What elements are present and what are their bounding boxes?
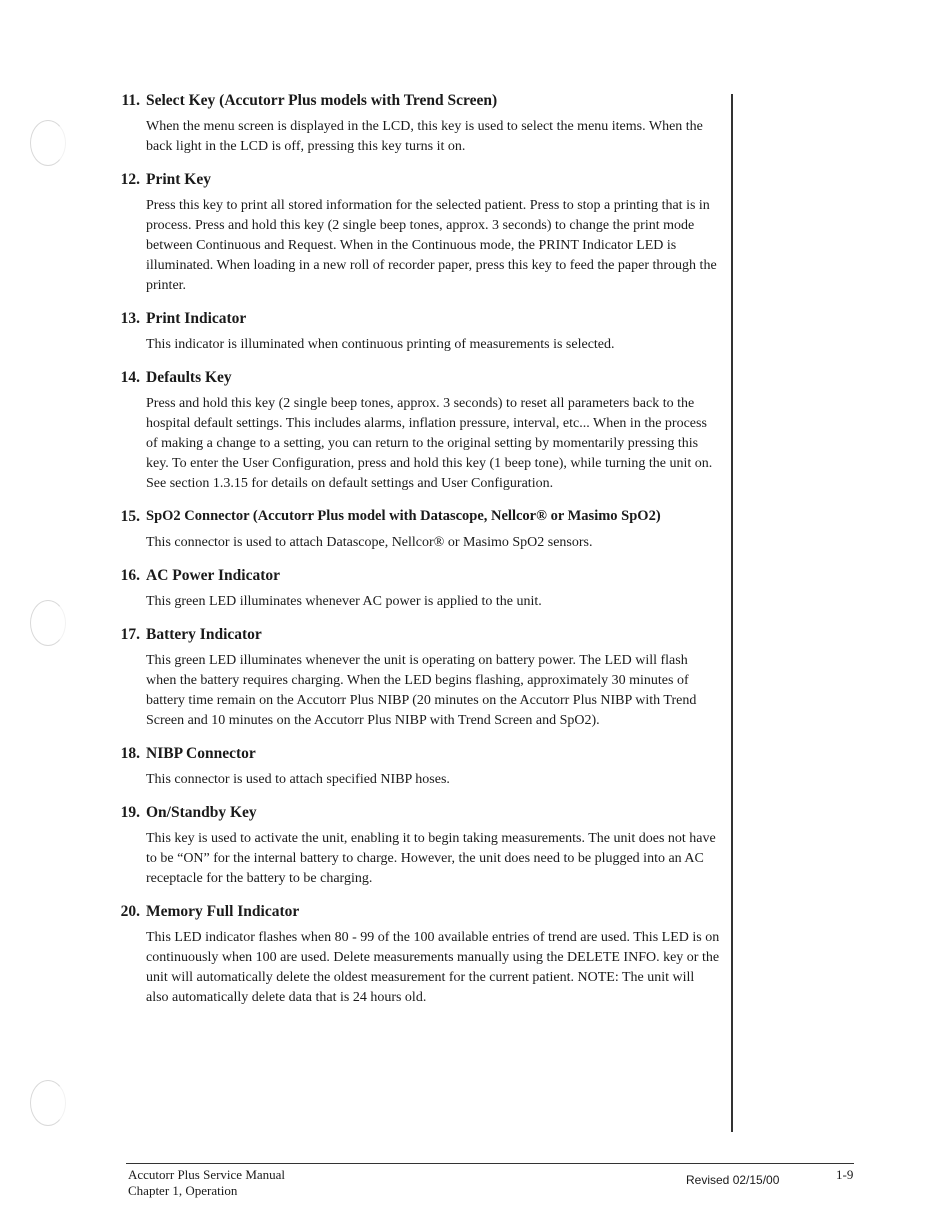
item-description: This indicator is illuminated when continuous printing of measurements is selected. xyxy=(146,337,615,352)
footer-manual-title: Accutorr Plus Service Manual xyxy=(128,1167,286,1182)
item-number: 15. xyxy=(120,508,140,525)
item-description: This green LED illuminates whenever AC power is applied to the unit. xyxy=(146,594,542,609)
item-heading xyxy=(110,804,720,826)
item-number: 17. xyxy=(120,626,140,643)
list-item xyxy=(110,369,720,494)
item-number: 13. xyxy=(120,310,140,327)
footer-manual-info xyxy=(128,1167,285,1199)
item-number: 18. xyxy=(120,745,140,762)
item-heading xyxy=(110,567,720,589)
item-number: 16. xyxy=(120,567,140,584)
item-number: 19. xyxy=(120,804,140,821)
item-title: Memory Full Indicator xyxy=(146,903,300,920)
list-item xyxy=(110,508,720,553)
item-number: 11. xyxy=(121,92,140,109)
item-heading xyxy=(110,745,720,767)
item-title: NIBP Connector xyxy=(146,745,256,762)
item-description: This connector is used to attach Datascope, Nellcor® or Masimo SpO2 sensors. xyxy=(146,535,593,550)
footer-divider xyxy=(126,1163,854,1164)
item-description: This LED indicator flashes when 80 - 99 of the 100 available entries of trend are used. This LED is on continuously when 100 are used. Delete measurements manually using the DELETE INFO. key or the unit will automatically delete the oldest measurement for the current patient. NOTE: The unit will also automatically delete data that is 24 hours old. xyxy=(146,930,720,1005)
list-item xyxy=(110,567,720,612)
list-item xyxy=(110,171,720,296)
punch-hole-bottom xyxy=(30,1080,66,1126)
list-item xyxy=(110,745,720,790)
item-heading xyxy=(110,369,720,391)
item-number: 12. xyxy=(120,171,140,188)
item-title: AC Power Indicator xyxy=(146,567,281,584)
footer-revision-date: Revised 02/15/00 xyxy=(686,1173,780,1187)
item-description: This connector is used to attach specified NIBP hoses. xyxy=(146,772,450,787)
item-heading xyxy=(110,903,720,925)
page-number: 1-9 xyxy=(836,1167,854,1182)
item-description: Press and hold this key (2 single beep tones, approx. 3 seconds) to reset all parameters back to the hospital default settings. This includes alarms, inflation pressure, interval, etc... When in the process of making a change to a setting, you can return to the original setting by momentarily pressing this key. To enter the User Configuration, press and hold this key (1 beep tone), while turning the unit on. See section 1.3.15 for details on default settings and User Configuration. xyxy=(146,396,713,491)
item-description: When the menu screen is displayed in the LCD, this key is used to select the menu items. When the back light in the LCD is off, pressing this key turns it on. xyxy=(146,119,703,154)
item-heading xyxy=(110,508,720,530)
item-title: Print Key xyxy=(146,171,211,188)
item-heading xyxy=(110,171,720,193)
item-description: This green LED illuminates whenever the unit is operating on battery power. The LED will flash when the battery requires charging. When the LED begins flashing, approximately 30 minutes of battery time remain on the Accutorr Plus NIBP (20 minutes on the Accutorr Plus NIBP with Trend Screen and 10 minutes on the Accutorr Plus NIBP with Trend Screen and SpO2). xyxy=(146,653,697,728)
item-title: Battery Indicator xyxy=(146,626,262,643)
item-heading xyxy=(110,310,720,332)
revision-change-bar xyxy=(731,94,733,1132)
item-list xyxy=(110,92,720,1022)
item-description: This key is used to activate the unit, enabling it to begin taking measurements. The unit does not have to be “ON” for the internal battery to charge. However, the unit does need to be plugged into an AC receptacle for the battery to be charging. xyxy=(146,831,716,886)
item-title: SpO2 Connector (Accutorr Plus model with Datascope, Nellcor® or Masimo SpO2) xyxy=(146,508,661,524)
list-item xyxy=(110,903,720,1008)
item-title: On/Standby Key xyxy=(146,804,257,821)
item-title: Defaults Key xyxy=(146,369,232,386)
list-item xyxy=(110,804,720,889)
list-item xyxy=(110,310,720,355)
punch-hole-top xyxy=(30,120,66,166)
item-heading xyxy=(110,626,720,648)
item-number: 20. xyxy=(120,903,140,920)
item-number: 14. xyxy=(120,369,140,386)
item-title: Print Indicator xyxy=(146,310,247,327)
footer-chapter: Chapter 1, Operation xyxy=(128,1183,238,1198)
item-description: Press this key to print all stored information for the selected patient. Press to stop a printing that is in process. Press and hold this key (2 single beep tones, approx. 3 seconds) to change the print mode between Continuous and Request. When in the Continuous mode, the PRINT Indicator LED is illuminated. When loading in a new roll of recorder paper, press this key to feed the paper through the printer. xyxy=(146,198,717,293)
item-heading xyxy=(110,92,720,114)
list-item xyxy=(110,626,720,731)
list-item xyxy=(110,92,720,157)
punch-hole-middle xyxy=(30,600,66,646)
item-title: Select Key (Accutorr Plus models with Trend Screen) xyxy=(146,92,498,109)
